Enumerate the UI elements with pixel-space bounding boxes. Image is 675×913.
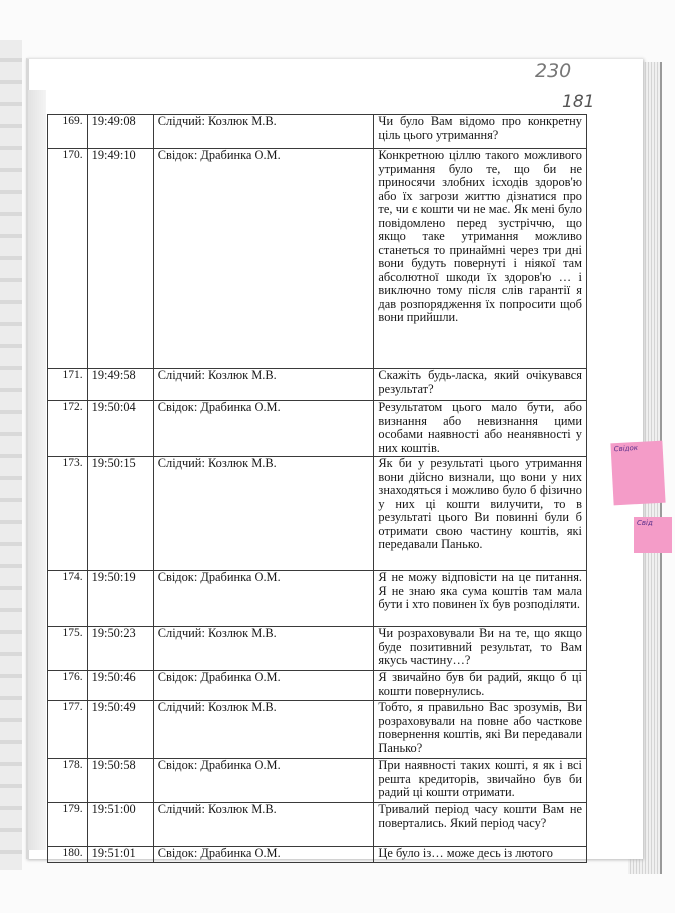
stamped-page-number: 230 [535,60,572,82]
row-number: 169. [48,115,88,149]
timestamp: 19:50:49 [87,701,153,759]
speech-text: Результатом цього мало бути, або визнання або невизнання цими особами наявності або неанявності у них коштів. [374,401,587,457]
row-number: 172. [48,401,88,457]
speaker: Свідок: Драбинка О.М. [153,571,374,627]
table-row [48,847,587,863]
speech-text: При наявності таких кошті, я як і всі решта кредиторів, звичайно був би радий ці кошти отримати. [374,759,587,803]
row-number: 174. [48,571,88,627]
timestamp: 19:51:01 [87,847,153,863]
speaker: Слідчий: Козлюк М.В. [153,701,374,759]
table-row [48,401,587,457]
timestamp: 19:50:58 [87,759,153,803]
interrogation-protocol-table [47,114,587,863]
speech-text: Тобто, я правильно Вас зрозумів, Ви розраховували на повне або часткове повернення коштів, які Ви передавали Панько? [374,701,587,759]
speaker: Свідок: Драбинка О.М. [153,149,374,369]
timestamp: 19:50:19 [87,571,153,627]
timestamp: 19:49:10 [87,149,153,369]
table-row [48,803,587,847]
table-row [48,149,587,369]
timestamp: 19:51:00 [87,803,153,847]
timestamp: 19:50:46 [87,671,153,701]
table-row [48,759,587,803]
row-number: 173. [48,457,88,571]
row-number: 176. [48,671,88,701]
row-number: 171. [48,369,88,401]
table-row [48,369,587,401]
timestamp: 19:50:15 [87,457,153,571]
speaker: Слідчий: Козлюк М.В. [153,457,374,571]
row-number: 180. [48,847,88,863]
timestamp: 19:50:23 [87,627,153,671]
speaker: Слідчий: Козлюк М.В. [153,115,374,149]
speech-text: Скажіть будь-ласка, який очікувався результат? [374,369,587,401]
speaker: Свідок: Драбинка О.М. [153,847,374,863]
sticky-note: Свідок [610,441,665,506]
binder-edge [0,40,22,870]
table-row [48,701,587,759]
speech-text: Тривалий період часу кошти Вам не повертались. Який період часу? [374,803,587,847]
speech-text: Чи розраховували Ви на те, що якщо буде позитивний результат, то Вам якусь частину…? [374,627,587,671]
speech-text: Конкретною ціллю такого можливого утримання було те, що би не приносячи злобних ісходів здоров'ю або їх загрози життю дізнатися про те, чи є кошти чи не має. Як мені було повідомлено перед зустріччю, що якщо таке утримання можливо станеться то принаймні через три дні вони будуть повернуті і ніякої там абсолютної шкоди їх здоров'ю … і виключно тому після слів гарантії я дав розпорядження їх попросити щоб вони прийшли. [374,149,587,369]
timestamp: 19:49:08 [87,115,153,149]
speaker: Свідок: Драбинка О.М. [153,401,374,457]
table-row [48,115,587,149]
page-left-margin [28,90,46,850]
handwritten-page-number: 181 [562,92,595,112]
speech-text: Чи було Вам відомо про конкретну ціль цього утримання? [374,115,587,149]
row-number: 177. [48,701,88,759]
speaker: Слідчий: Козлюк М.В. [153,803,374,847]
row-number: 179. [48,803,88,847]
table-row [48,457,587,571]
speech-text: Як би у результаті цього утримання вони дійсно визнали, що вони у них знаходяться і можливо було б фізично у них ці кошти вилучити, то в результаті цього Ви повинні були б отримати свою частину коштів, які передавали Панько. [374,457,587,571]
table-row [48,571,587,627]
timestamp: 19:49:58 [87,369,153,401]
speaker: Слідчий: Козлюк М.В. [153,369,374,401]
speaker: Свідок: Драбинка О.М. [153,759,374,803]
row-number: 178. [48,759,88,803]
sticky-note: Свід [634,517,672,553]
row-number: 170. [48,149,88,369]
speaker: Слідчий: Козлюк М.В. [153,627,374,671]
table-row [48,671,587,701]
speaker: Свідок: Драбинка О.М. [153,671,374,701]
speech-text: Це було із… може десь із лютого [374,847,587,863]
speech-text: Я не можу відповісти на це питання. Я не знаю яка сума коштів там мала бути і хто повинен їх був розподіляти. [374,571,587,627]
table-row [48,627,587,671]
row-number: 175. [48,627,88,671]
timestamp: 19:50:04 [87,401,153,457]
speech-text: Я звичайно був би радий, якщо б ці кошти повернулись. [374,671,587,701]
